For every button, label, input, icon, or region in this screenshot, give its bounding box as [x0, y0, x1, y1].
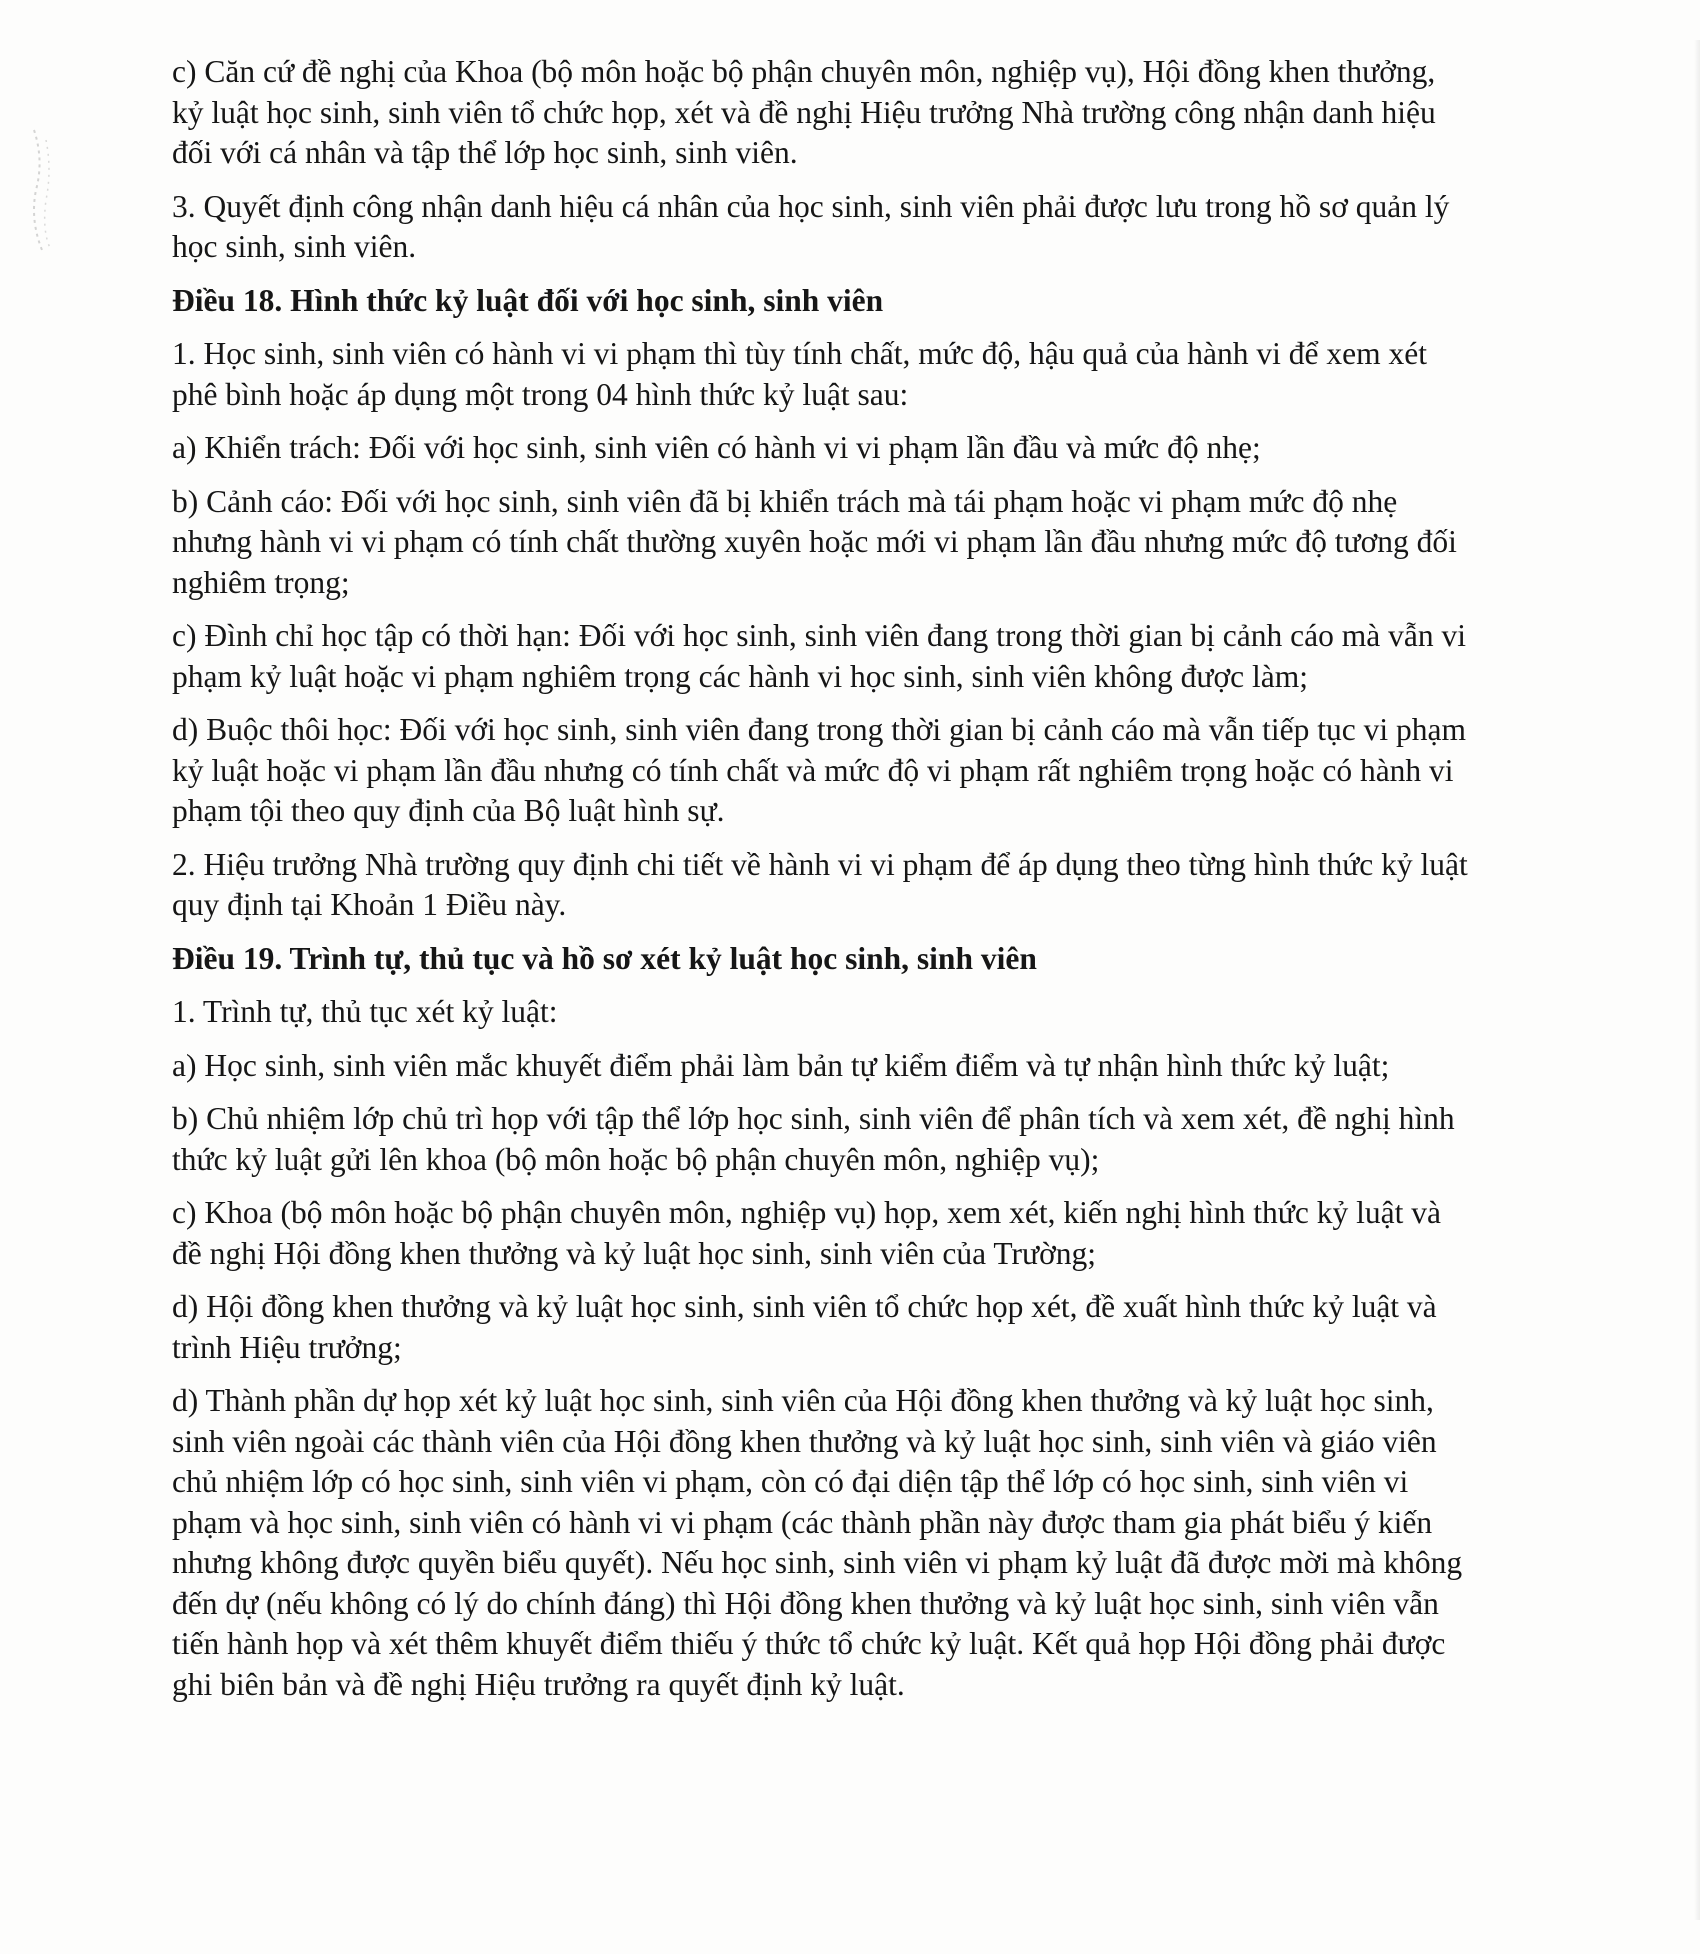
paragraph-art19-d-composition: d) Thành phần dự họp xét kỷ luật học sinh, sinh viên của Hội đồng khen thưởng và kỷ luật học sinh, sinh viên ngoài các thành viên của Hội đồng khen thưởng và kỷ luật học sinh, sinh viên và giáo viên chủ nhiệm lớp có học sinh, sinh viên vi phạm, còn có đại diện tập thể lớp có học sinh, sinh viên vi phạm và học sinh, sinh viên có hành vi vi phạm (các thành phần này được tham gia phát biểu ý kiến nhưng không được quyền biểu quyết). Nếu học sinh, sinh viên vi phạm kỷ luật đã được mời mà không đến dự (nếu không có lý do chính đáng) thì Hội đồng khen thưởng và kỷ luật học sinh, sinh viên vẫn tiến hành họp và xét thêm khuyết điểm thiếu ý thức tổ chức kỷ luật. Kết quả họp Hội đồng phải được ghi biên bản và đề nghị Hiệu trưởng ra quyết định kỷ luật. [172, 1383, 1463, 1702]
paragraph-art18-a-reprimand: a) Khiển trách: Đối với học sinh, sinh viên có hành vi vi phạm lần đầu và mức độ nhẹ; [172, 430, 1261, 465]
paragraph-art19-item-1: 1. Trình tự, thủ tục xét kỷ luật: [172, 994, 558, 1029]
article-19-heading: Điều 19. Trình tự, thủ tục và hồ sơ xét kỷ luật học sinh, sinh viên [172, 940, 1037, 976]
article-18-heading: Điều 18. Hình thức kỷ luật đối với học sinh, sinh viên [172, 282, 884, 318]
faded-stamp-mark [24, 120, 58, 260]
paragraph-clause-c-recognition: c) Căn cứ đề nghị của Khoa (bộ môn hoặc bộ phận chuyên môn, nghiệp vụ), Hội đồng khen thưởng, kỷ luật học sinh, sinh viên tổ chức họp, xét và đề nghị Hiệu trưởng Nhà trường công nhận danh hiệu đối với cá nhân và tập thể lớp học sinh, sinh viên. [172, 54, 1436, 170]
paragraph-art19-c: c) Khoa (bộ môn hoặc bộ phận chuyên môn, nghiệp vụ) họp, xem xét, kiến nghị hình thức kỷ luật và đề nghị Hội đồng khen thưởng và kỷ luật học sinh, sinh viên của Trường; [172, 1195, 1441, 1271]
paragraph-art19-a: a) Học sinh, sinh viên mắc khuyết điểm phải làm bản tự kiểm điểm và tự nhận hình thức kỷ luật; [172, 1047, 1390, 1083]
paragraph-item-3-decision: 3. Quyết định công nhận danh hiệu cá nhân của học sinh, sinh viên phải được lưu trong hồ sơ quản lý học sinh, sinh viên. [172, 188, 1450, 264]
paragraph-art18-item-2: 2. Hiệu trưởng Nhà trường quy định chi tiết về hành vi vi phạm để áp dụng theo từng hình thức kỷ luật quy định tại Khoản 1 Điều này. [172, 846, 1468, 922]
document-body [172, 52, 1472, 1718]
paragraph-art18-c-suspension: c) Đình chỉ học tập có thời hạn: Đối với học sinh, sinh viên đang trong thời gian bị cảnh cáo mà vẫn vi phạm kỷ luật hoặc vi phạm nghiêm trọng các hành vi học sinh, sinh viên không được làm; [172, 618, 1466, 694]
paragraph-art19-d: d) Hội đồng khen thưởng và kỷ luật học sinh, sinh viên tổ chức họp xét, đề xuất hình thức kỷ luật và trình Hiệu trưởng; [172, 1289, 1437, 1365]
scan-edge-shadow [1694, 40, 1700, 1920]
paragraph-art19-b: b) Chủ nhiệm lớp chủ trì họp với tập thể lớp học sinh, sinh viên để phân tích và xem xét, đề nghị hình thức kỷ luật gửi lên khoa (bộ môn hoặc bộ phận chuyên môn, nghiệp vụ); [172, 1101, 1455, 1177]
paragraph-art18-d-expulsion: d) Buộc thôi học: Đối với học sinh, sinh viên đang trong thời gian bị cảnh cáo mà vẫn tiếp tục vi phạm kỷ luật hoặc vi phạm lần đầu nhưng có tính chất và mức độ vi phạm rất nghiêm trọng hoặc có hành vi phạm tội theo quy định của Bộ luật hình sự. [172, 712, 1466, 828]
paragraph-art18-b-warning: b) Cảnh cáo: Đối với học sinh, sinh viên đã bị khiển trách mà tái phạm hoặc vi phạm mức độ nhẹ nhưng hành vi vi phạm có tính chất thường xuyên hoặc mới vi phạm lần đầu nhưng mức độ tương đối nghiêm trọng; [172, 483, 1457, 600]
paragraph-art18-item-1: 1. Học sinh, sinh viên có hành vi vi phạm thì tùy tính chất, mức độ, hậu quả của hành vi để xem xét phê bình hoặc áp dụng một trong 04 hình thức kỷ luật sau: [172, 336, 1427, 412]
